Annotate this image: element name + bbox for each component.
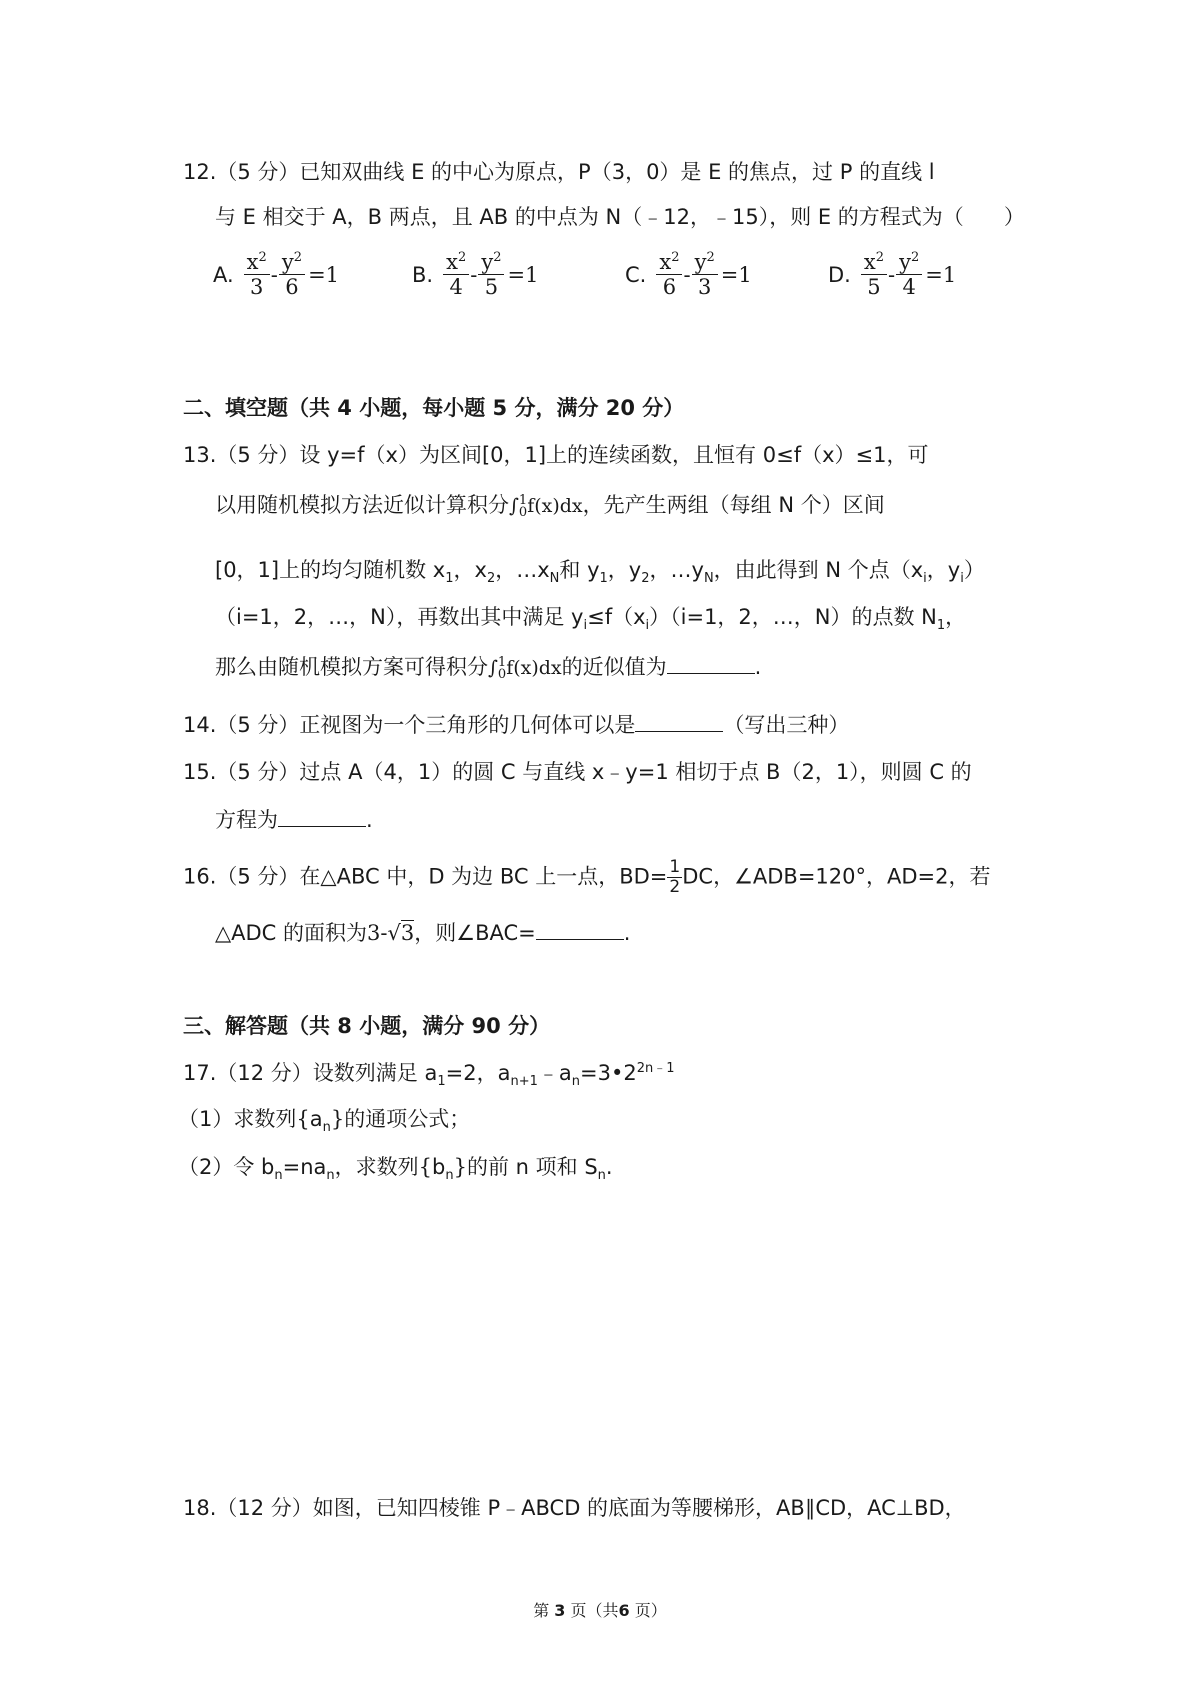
q13-line4: （i=1，2，…，N），再数出其中满足 $y_i\le f(x_i)(i=1$，2，…，N）的点数 $N_1$， — [215, 605, 967, 634]
q17-line1: 17.（12 分）设数列满足 $a_1=2$，$a_{n+1}﹣a_n=3•2^{2n﹣1}$ — [183, 1061, 675, 1090]
answer-blank[interactable] — [635, 713, 723, 732]
section-solve-title: 三、解答题（共 8 小题，满分 90 分） — [183, 1014, 551, 1038]
q12-line2: 与 E 相交于 A，B 两点，且 AB 的中点为 N（﹣12，﹣15），则 E 的方程式为（ ） — [215, 205, 1025, 229]
answer-blank[interactable] — [278, 808, 366, 827]
q12-option-c[interactable]: C. $\frac{x^2}{6}$ - $\frac{y^2}{3}$ =1 — [625, 250, 752, 299]
q12-option-d[interactable]: D. $\frac{x^2}{5}$ - $\frac{y^2}{4}$ =1 — [828, 250, 957, 299]
q13-line2: 以用随机模拟方法近似计算积分∫ 1 0 f(x)dx，先产生两组（每组 N 个）区间 — [215, 493, 885, 520]
integral-expression: ∫ 1 0 f(x)dx — [488, 655, 562, 682]
sqrt-expression: 3-√3 — [367, 921, 415, 945]
q17-part1: （1）求数列$\{a_n\}$的通项公式； — [178, 1107, 471, 1136]
section-fill-in-title: 二、填空题（共 4 小题，每小题 5 分，满分 20 分） — [183, 396, 685, 420]
q16-line1: 16.（5 分）在△ABC 中，D 为边 BC 上一点，BD= $\frac{1}{2}$ DC，∠ADB=120°，AD=2，若 — [183, 857, 991, 897]
q12-option-a[interactable]: A. $\frac{x^2}{3}$ - $\frac{y^2}{6}$ =1 — [213, 250, 340, 299]
q13-line5: 那么由随机模拟方案可得积分∫ 1 0 f(x)dx的近似值为 . — [215, 655, 762, 682]
page-footer: 第 3 页（共6 页） — [533, 1601, 667, 1620]
q12-line1: 12.（5 分）已知双曲线 E 的中心为原点，P（3，0）是 E 的焦点，过 P 的直线 l — [183, 160, 935, 184]
fraction-half: $\frac{1}{2}$ — [669, 857, 681, 897]
q15-line2: 方程为 . — [215, 808, 373, 832]
integral-expression: ∫ 1 0 f(x)dx — [509, 493, 583, 520]
answer-blank[interactable] — [536, 921, 624, 940]
q17-part2: （2）令 $b_n=na_n$，求数列$\{b_n\}$的前 n 项和 $S_n$. — [178, 1155, 613, 1184]
q12-option-b[interactable]: B. $\frac{x^2}{4}$ - $\frac{y^2}{5}$ =1 — [412, 250, 539, 299]
q16-line2: △ADC 的面积为3-√3，则∠BAC= . — [215, 921, 631, 945]
q18-line1: 18.（12 分）如图，已知四棱锥 P﹣ABCD 的底面为等腰梯形，AB∥CD，AC⊥BD， — [183, 1496, 966, 1520]
q13-line3: [0，1]上的均匀随机数 $x_1$，$x_2$，$\dots x_N$和 $y_1$，$y_2$，$\dots y_N$，由此得到 N 个点（$x_i$，$y_i$） — [215, 558, 985, 587]
q13-line1: 13.（5 分）设 y=f（x）为区间[0，1]上的连续函数，且恒有 0≤f（x）≤1，可 — [183, 443, 929, 467]
q15-line1: 15.（5 分）过点 A（4，1）的圆 C 与直线 x﹣y=1 相切于点 B（2，1），则圆 C 的 — [183, 760, 972, 784]
q14-line: 14.（5 分）正视图为一个三角形的几何体可以是 （写出三种） — [183, 713, 850, 737]
answer-blank[interactable] — [667, 655, 755, 674]
